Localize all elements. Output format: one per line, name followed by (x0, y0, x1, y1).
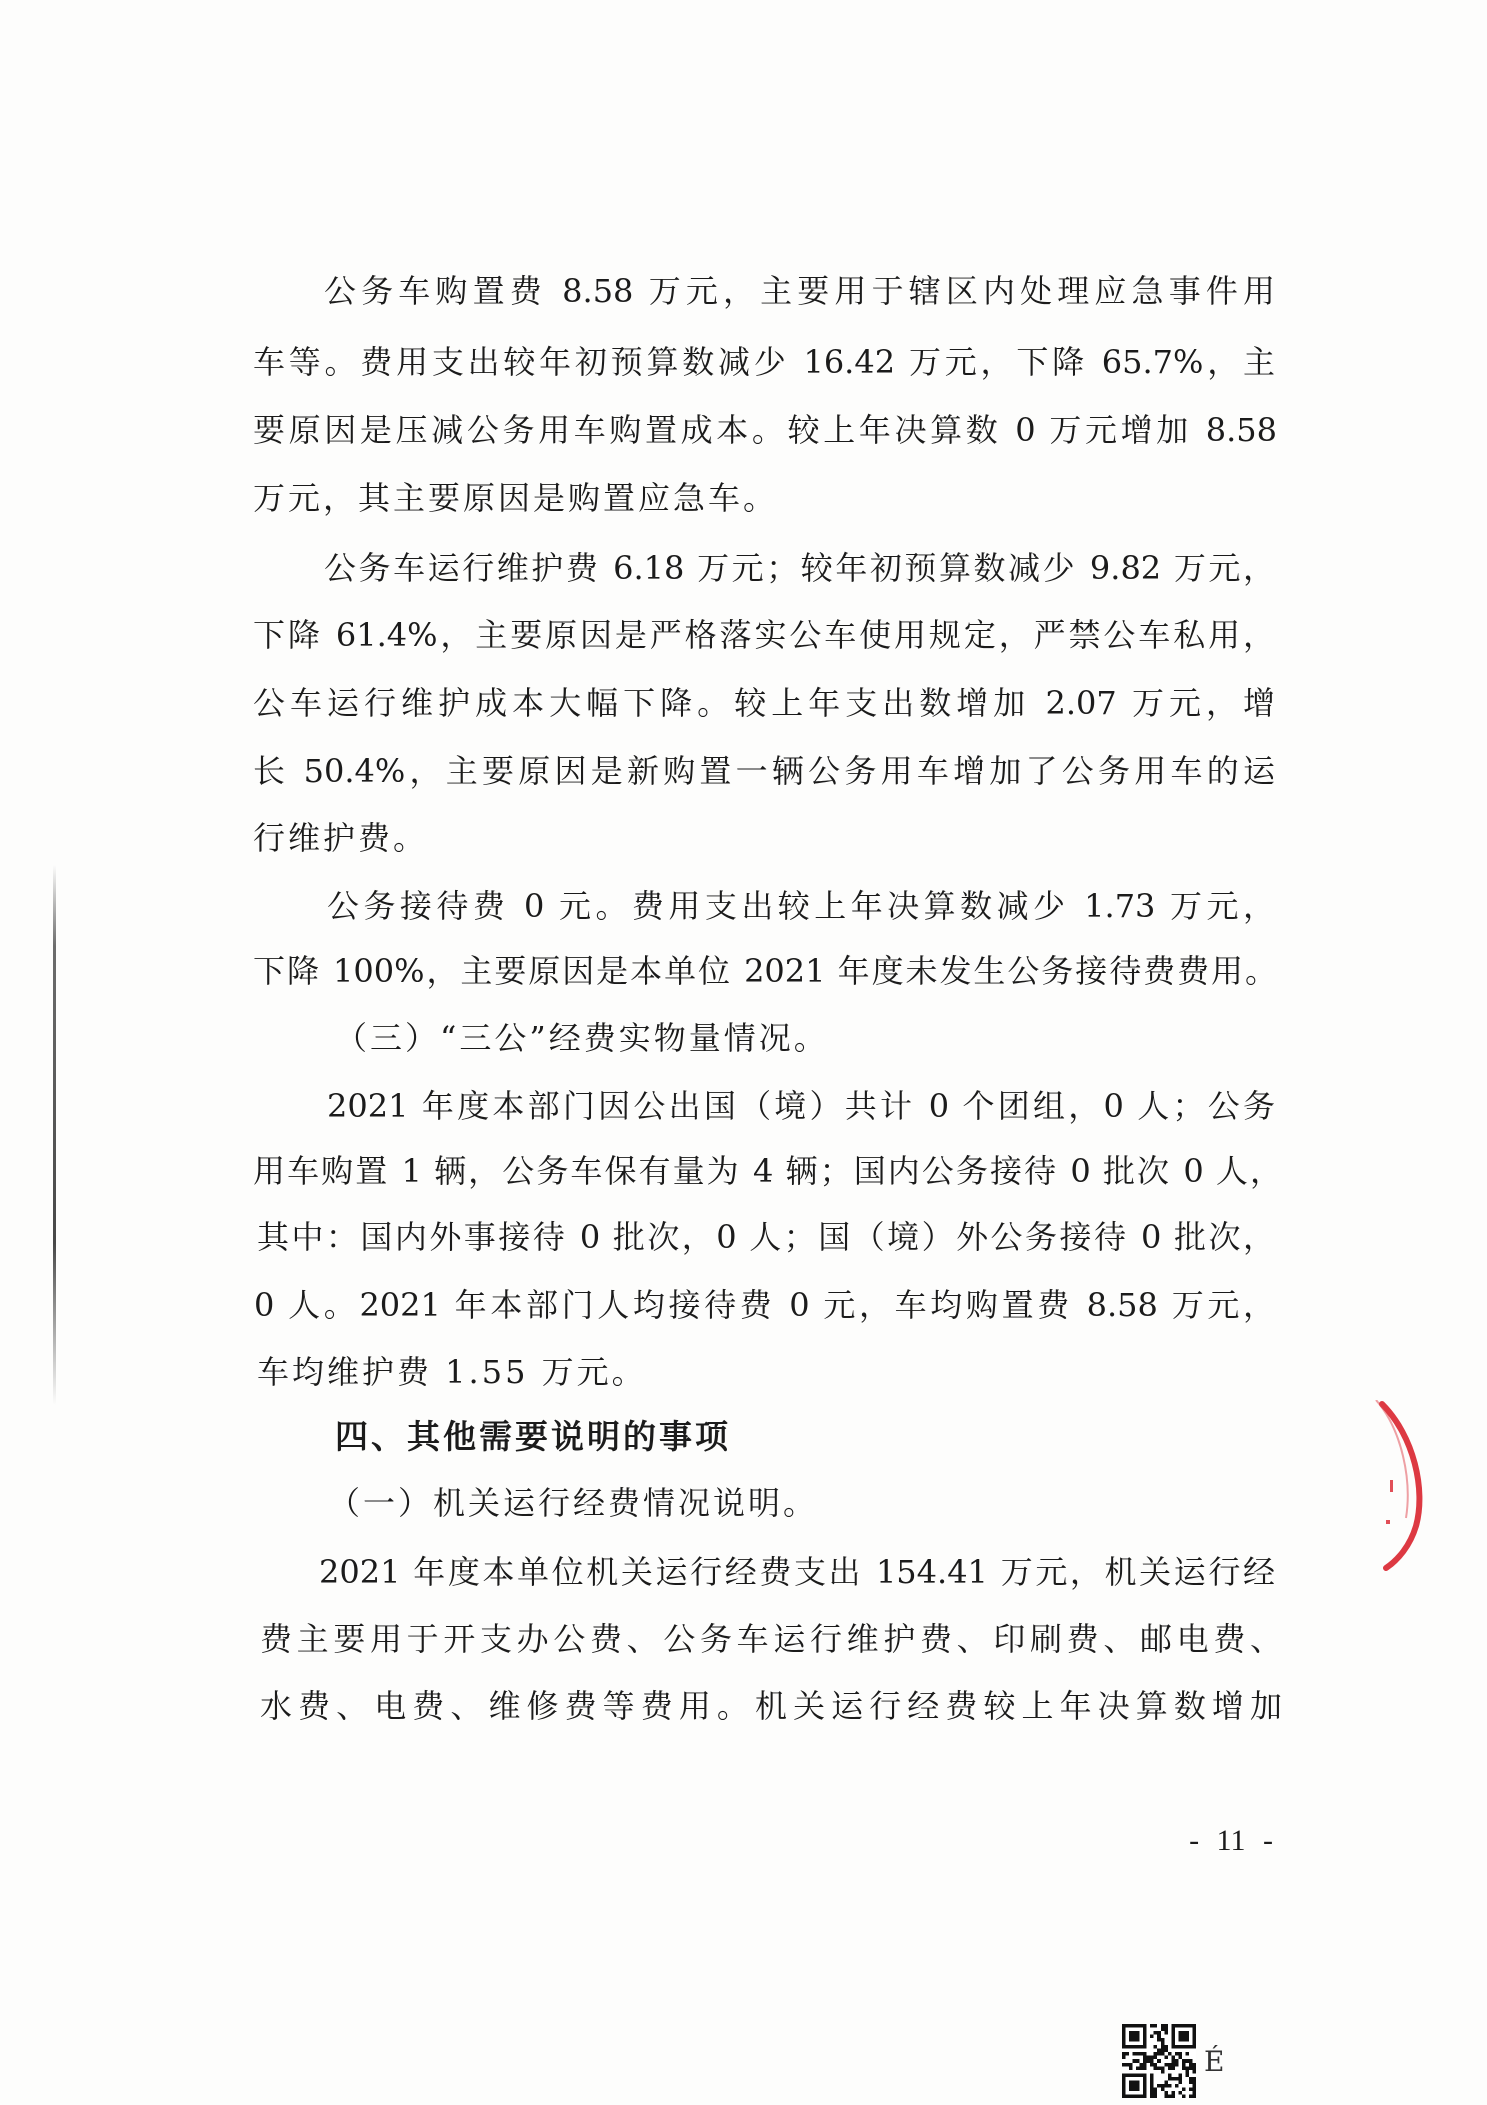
text-line: 万元，其主要原因是购置应急车。 (253, 479, 779, 517)
scan-edge-shadow (53, 865, 56, 1405)
text-line: 下降 61.4%，主要原因是严格落实公车使用规定，严禁公车私用， (253, 616, 1275, 654)
text-line: 行维护费。 (253, 819, 429, 857)
text-line: 公务车购置费 8.58 万元，主要用于辖区内处理应急事件用 (324, 272, 1275, 310)
qr-code (1122, 2024, 1196, 2098)
subsection-heading: （一）机关运行经费情况说明。 (328, 1484, 819, 1522)
text-line: 0 人。2021 年本部门人均接待费 0 元，车均购置费 8.58 万元， (254, 1286, 1275, 1324)
subsection-heading: （三）“三公”经费实物量情况。 (335, 1019, 829, 1057)
text-line: 下降 100%，主要原因是本单位 2021 年度未发生公务接待费费用。 (253, 952, 1277, 990)
text-line: 用车购置 1 辆，公务车保有量为 4 辆；国内公务接待 0 批次 0 人， (253, 1152, 1282, 1190)
text-line: 车均维护费 1.55 万元。 (257, 1353, 647, 1391)
text-line: 要原因是压减公务用车购置成本。较上年决算数 0 万元增加 8.58 (253, 411, 1277, 449)
page-number: - 11 - (1189, 1824, 1273, 1857)
section-heading: 四、其他需要说明的事项 (335, 1417, 731, 1456)
qr-side-mark: É (1204, 2045, 1225, 2078)
text-line: 2021 年度本部门因公出国（境）共计 0 个团组，0 人；公务 (327, 1087, 1275, 1125)
text-line: 车等。费用支出较年初预算数减少 16.42 万元，下降 65.7%，主 (253, 343, 1275, 381)
text-line: 公务车运行维护费 6.18 万元；较年初预算数减少 9.82 万元， (324, 549, 1275, 587)
text-line: 公务接待费 0 元。费用支出较上年决算数减少 1.73 万元， (327, 887, 1275, 925)
seal-stamp-fragment (1368, 1400, 1432, 1572)
text-line: 水费、电费、维修费等费用。机关运行经费较上年决算数增加 (260, 1687, 1282, 1725)
text-line: 费主要用于开支办公费、公务车运行维护费、印刷费、邮电费、 (260, 1620, 1282, 1658)
text-line: 其中：国内外事接待 0 批次，0 人；国（境）外公务接待 0 批次， (257, 1218, 1275, 1256)
text-line: 2021 年度本单位机关运行经费支出 154.41 万元，机关运行经 (319, 1553, 1275, 1591)
text-line: 公车运行维护成本大幅下降。较上年支出数增加 2.07 万元，增 (253, 684, 1275, 722)
text-line: 长 50.4%，主要原因是新购置一辆公务用车增加了公务用车的运 (253, 752, 1275, 790)
